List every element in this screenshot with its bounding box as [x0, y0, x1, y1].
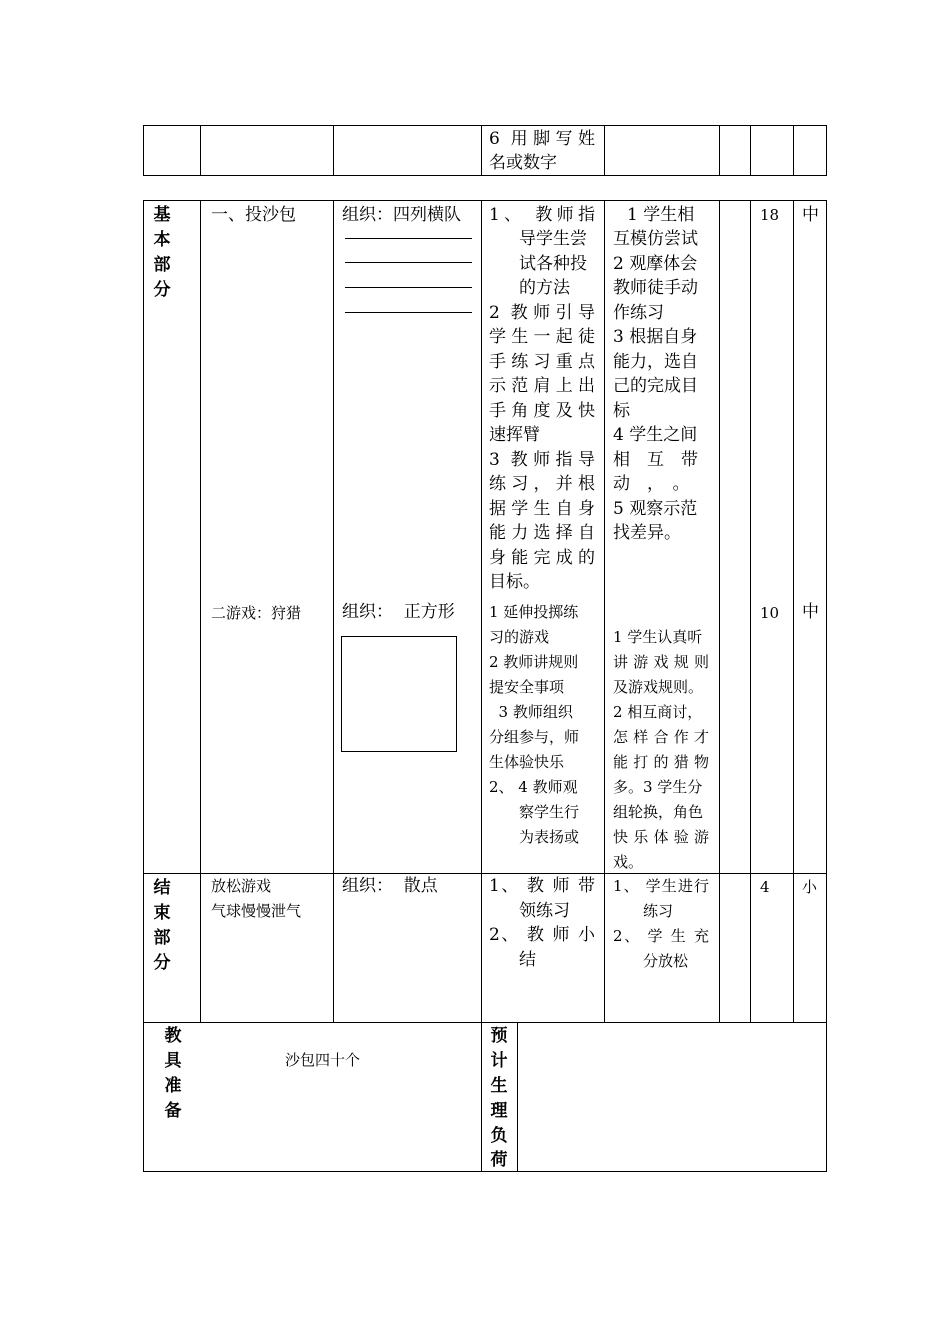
top-method-line1: 6 用脚写姓: [489, 129, 595, 149]
item1-intensity: 中: [802, 205, 819, 225]
square-formation-diagram: [341, 636, 457, 752]
ending-organization: 组织： 散点: [342, 876, 438, 896]
item2-content: 二游戏：狩猎: [211, 604, 302, 622]
ending-content-line2: 气球慢慢泄气: [211, 902, 302, 920]
item1-content: 一、投沙包: [211, 205, 296, 225]
top-method-line2: 名或数字: [489, 153, 557, 173]
ending-intensity: 小: [802, 878, 818, 896]
equipment-value: 沙包四十个: [285, 1051, 361, 1069]
item2-intensity: 中: [802, 602, 819, 622]
top-table: [143, 125, 827, 176]
item2-organization: 组织： 正方形: [342, 602, 455, 622]
ending-content-line1: 放松游戏: [211, 877, 272, 895]
main-table: [143, 200, 827, 1172]
item2-time: 10: [760, 604, 780, 622]
item1-time: 18: [760, 206, 780, 224]
item1-organization: 组织：四列横队: [342, 205, 461, 225]
ending-time: 4: [760, 878, 770, 896]
